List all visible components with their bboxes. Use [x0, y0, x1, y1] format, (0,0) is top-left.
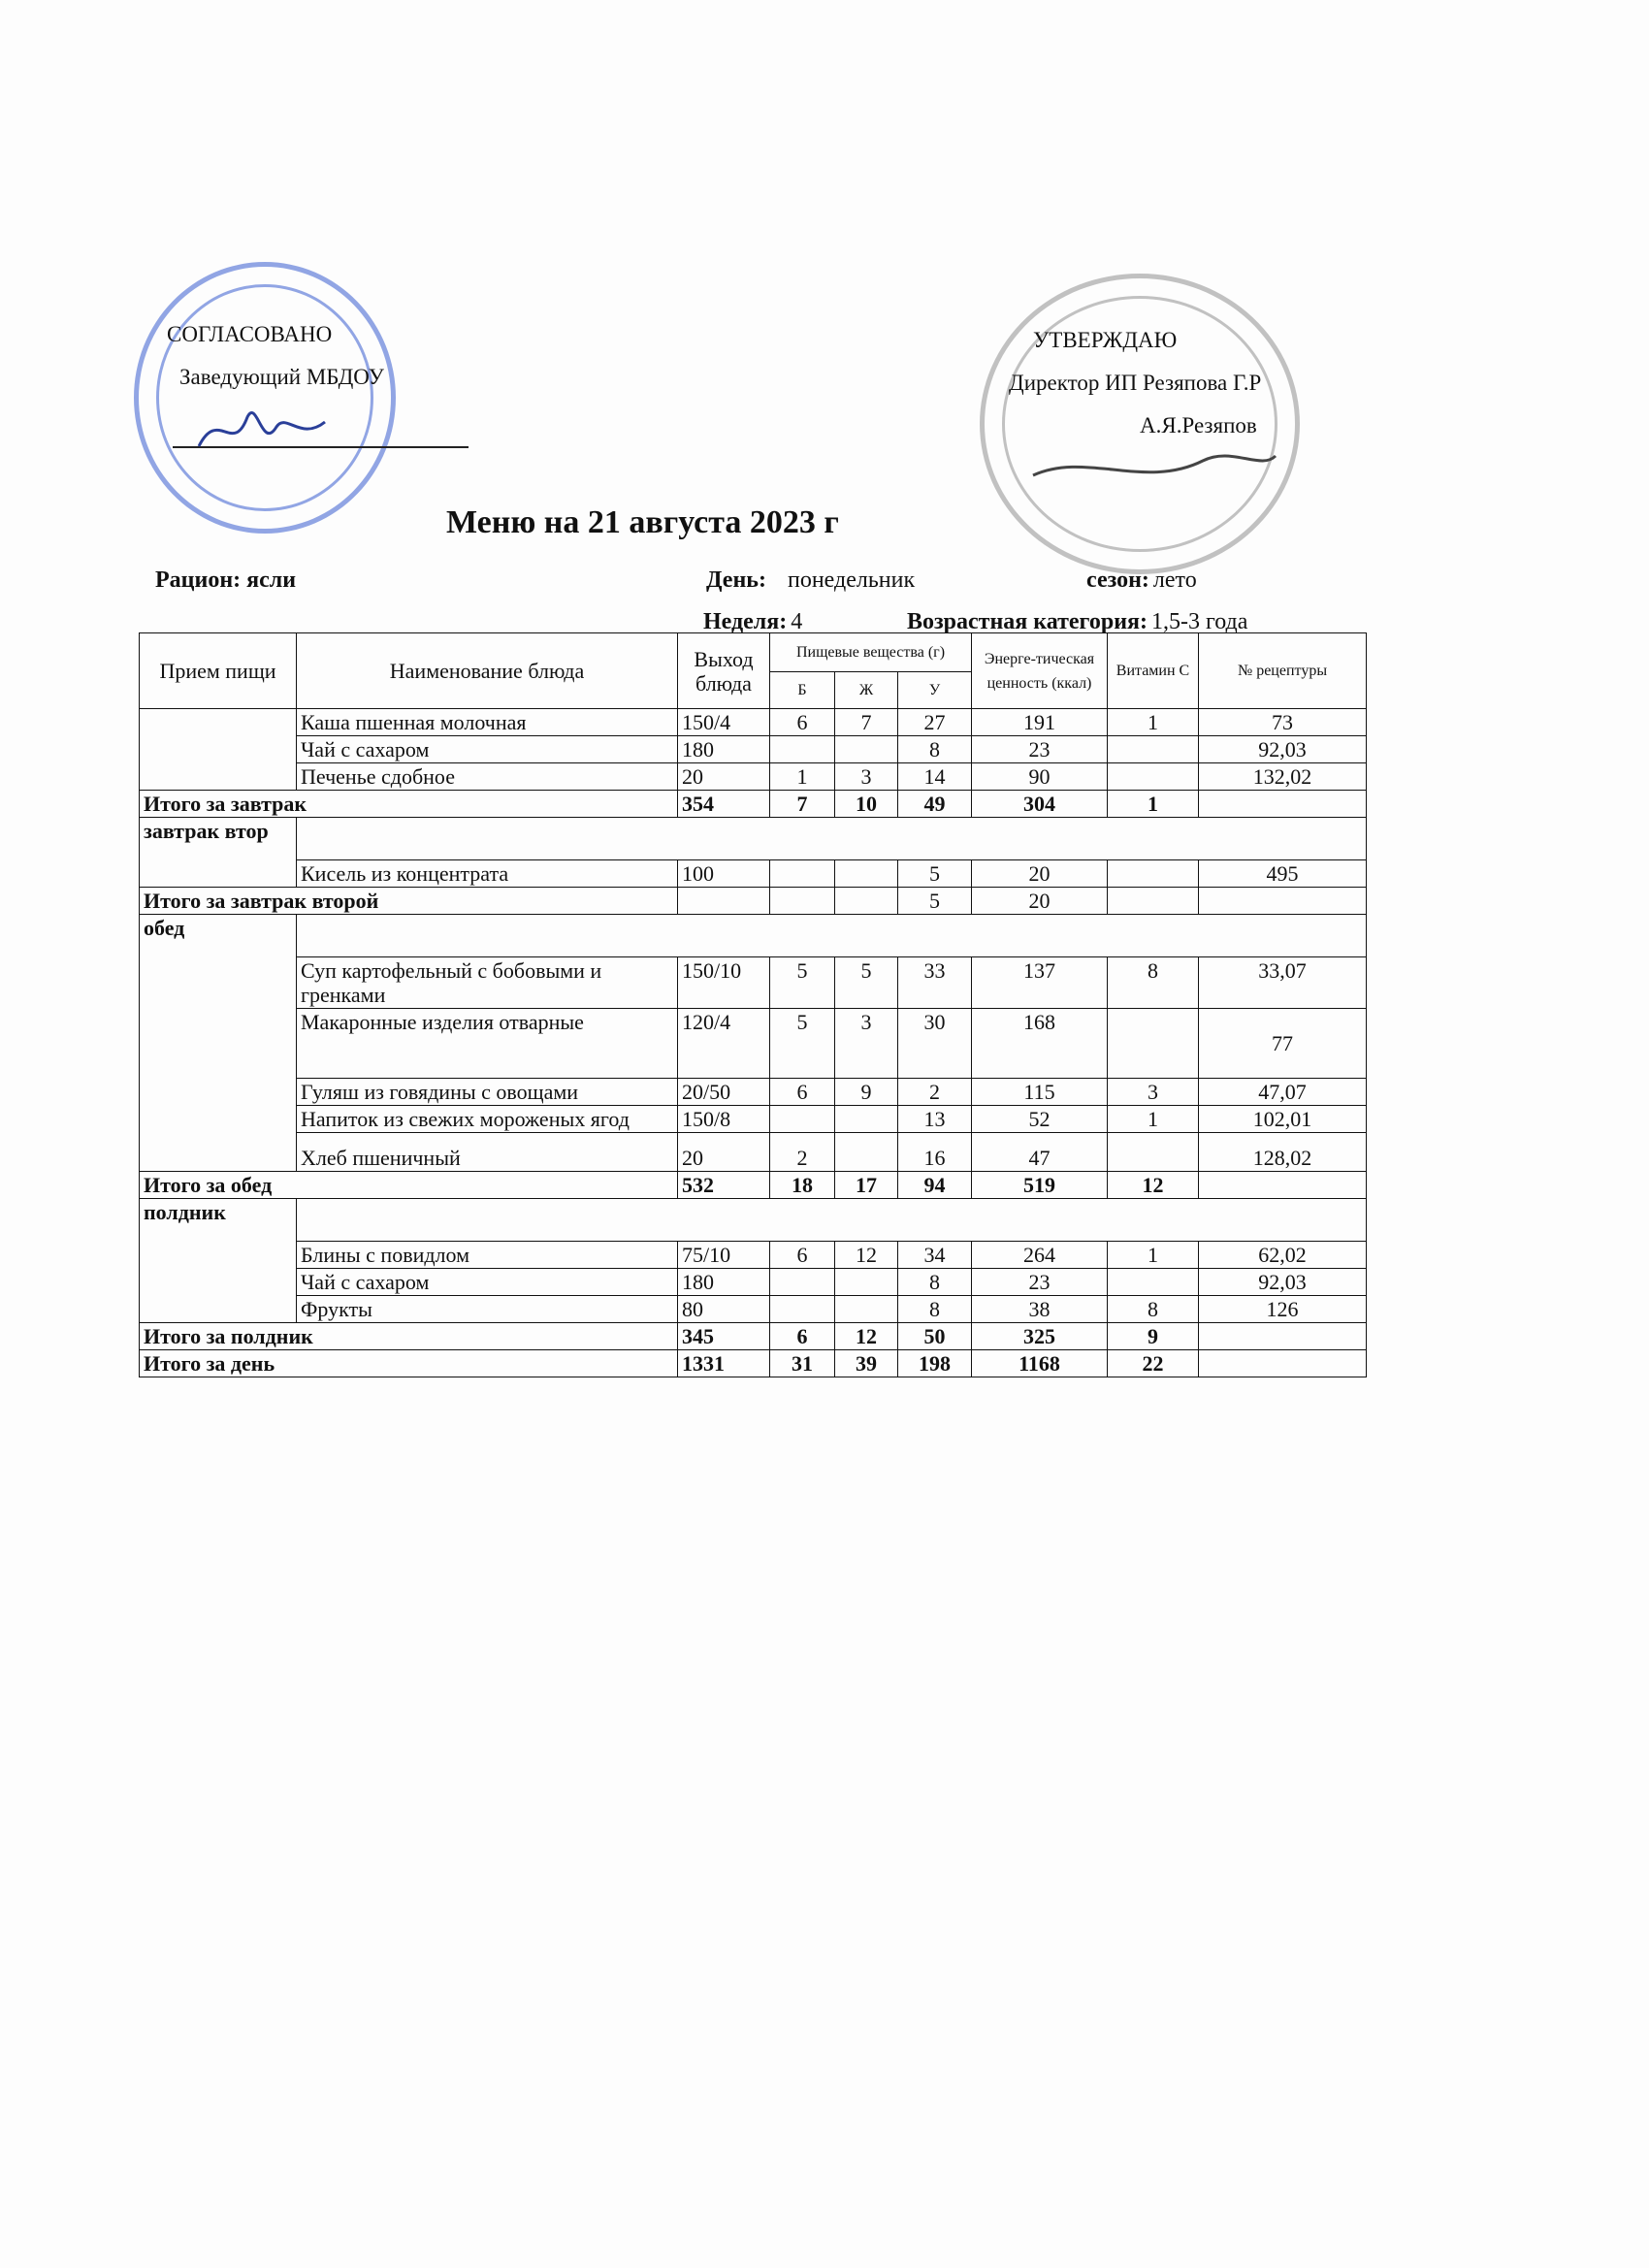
fat-cell — [835, 860, 898, 888]
energy-cell: 52 — [972, 1106, 1108, 1133]
table-row — [140, 1269, 1367, 1296]
header-row-1 — [140, 633, 1367, 672]
protein-cell: 6 — [770, 1242, 835, 1269]
output-cell: 354 — [678, 791, 770, 818]
dish-name: Печенье сдобное — [297, 763, 678, 791]
energy-cell: 325 — [972, 1323, 1108, 1350]
protein-cell: 5 — [770, 957, 835, 1009]
dish-name: Блины с повидлом — [297, 1242, 678, 1269]
menu-table — [139, 632, 1367, 1377]
meta-ration-value: ясли — [246, 567, 297, 593]
energy-cell: 168 — [972, 1009, 1108, 1079]
recipe-cell — [1199, 1172, 1367, 1199]
total-row-snack — [140, 1323, 1367, 1350]
energy-cell: 115 — [972, 1079, 1108, 1106]
vitamin-cell: 22 — [1108, 1350, 1199, 1377]
protein-cell: 7 — [770, 791, 835, 818]
recipe-cell: 47,07 — [1199, 1079, 1367, 1106]
energy-cell: 23 — [972, 1269, 1108, 1296]
fat-cell — [835, 736, 898, 763]
protein-cell — [770, 860, 835, 888]
output-cell: 150/8 — [678, 1106, 770, 1133]
carbs-cell: 14 — [898, 763, 972, 791]
energy-cell: 264 — [972, 1242, 1108, 1269]
vitamin-cell: 1 — [1108, 709, 1199, 736]
header-vitamin: Витамин С — [1108, 633, 1199, 709]
vitamin-cell: 9 — [1108, 1323, 1199, 1350]
protein-cell — [770, 888, 835, 915]
header-dish: Наименование блюда — [297, 633, 678, 709]
carbs-cell: 8 — [898, 1269, 972, 1296]
meta-season-value: лето — [1152, 567, 1197, 593]
energy-cell: 20 — [972, 860, 1108, 888]
vitamin-cell: 12 — [1108, 1172, 1199, 1199]
table-row — [140, 709, 1367, 736]
output-cell: 75/10 — [678, 1242, 770, 1269]
vitamin-cell — [1108, 888, 1199, 915]
fat-cell: 3 — [835, 1009, 898, 1079]
table-row — [140, 1079, 1367, 1106]
protein-cell: 18 — [770, 1172, 835, 1199]
dish-name: Гуляш из говядины с овощами — [297, 1079, 678, 1106]
table-row — [140, 818, 1367, 860]
total-row-second-breakfast — [140, 888, 1367, 915]
fat-cell — [835, 1106, 898, 1133]
energy-cell: 20 — [972, 888, 1108, 915]
vitamin-cell: 1 — [1108, 791, 1199, 818]
table-row — [140, 1296, 1367, 1323]
signature-right — [1028, 441, 1280, 500]
dish-name: Каша пшенная молочная — [297, 709, 678, 736]
vitamin-cell — [1108, 1133, 1199, 1172]
table-row — [140, 1242, 1367, 1269]
approval-right-name: А.Я.Резяпов — [1140, 413, 1257, 437]
dish-name: Макаронные изделия отварные — [297, 1009, 678, 1079]
output-cell: 150/10 — [678, 957, 770, 1009]
fat-cell: 7 — [835, 709, 898, 736]
carbs-cell: 27 — [898, 709, 972, 736]
protein-cell: 1 — [770, 763, 835, 791]
total-label: Итого за обед — [140, 1172, 678, 1199]
protein-cell: 6 — [770, 1079, 835, 1106]
recipe-cell — [1199, 888, 1367, 915]
table-row — [140, 763, 1367, 791]
output-cell: 150/4 — [678, 709, 770, 736]
menu-body — [140, 709, 1367, 1377]
fat-cell — [835, 1296, 898, 1323]
output-cell: 80 — [678, 1296, 770, 1323]
carbs-cell: 198 — [898, 1350, 972, 1377]
fat-cell — [835, 888, 898, 915]
energy-cell: 90 — [972, 763, 1108, 791]
output-cell: 532 — [678, 1172, 770, 1199]
approval-left-position: Заведующий МБДОУ — [179, 365, 384, 389]
output-cell: 20 — [678, 763, 770, 791]
page-title: Меню на 21 августа 2023 г — [446, 504, 839, 540]
recipe-cell: 126 — [1199, 1296, 1367, 1323]
fat-cell — [835, 1269, 898, 1296]
carbs-cell: 33 — [898, 957, 972, 1009]
recipe-cell — [1199, 791, 1367, 818]
protein-cell: 31 — [770, 1350, 835, 1377]
total-row-day — [140, 1350, 1367, 1377]
protein-cell — [770, 736, 835, 763]
recipe-cell: 62,02 — [1199, 1242, 1367, 1269]
recipe-cell: 33,07 — [1199, 957, 1367, 1009]
recipe-cell: 92,03 — [1199, 1269, 1367, 1296]
meal-cell-second-breakfast: завтрак втор — [140, 818, 297, 888]
dish-name: Кисель из концентрата — [297, 860, 678, 888]
table-row — [140, 1133, 1367, 1172]
table-row — [140, 860, 1367, 888]
energy-cell: 1168 — [972, 1350, 1108, 1377]
fat-cell: 10 — [835, 791, 898, 818]
output-cell: 20 — [678, 1133, 770, 1172]
dish-name: Чай с сахаром — [297, 736, 678, 763]
protein-cell — [770, 1269, 835, 1296]
protein-cell: 2 — [770, 1133, 835, 1172]
total-label: Итого за день — [140, 1350, 678, 1377]
fat-cell: 12 — [835, 1242, 898, 1269]
total-row-breakfast — [140, 791, 1367, 818]
meta-ration — [155, 567, 296, 594]
header-protein: Б — [770, 672, 835, 709]
recipe-cell: 77 — [1199, 1009, 1367, 1079]
table-row — [140, 915, 1367, 957]
approval-right-position: Директор ИП Резяпова Г.Р — [1009, 371, 1262, 395]
protein-cell — [770, 1296, 835, 1323]
meta-ration-label: Рацион: — [155, 567, 242, 593]
header-fat: Ж — [835, 672, 898, 709]
header-energy: Энерге-тическая ценность (ккал) — [972, 633, 1108, 709]
carbs-cell: 13 — [898, 1106, 972, 1133]
dish-name: Хлеб пшеничный — [297, 1133, 678, 1172]
output-cell: 1331 — [678, 1350, 770, 1377]
energy-cell: 47 — [972, 1133, 1108, 1172]
meta-day-label: День: — [706, 567, 766, 593]
dish-name: Напиток из свежих мороженых ягод — [297, 1106, 678, 1133]
carbs-cell: 94 — [898, 1172, 972, 1199]
protein-cell: 6 — [770, 709, 835, 736]
output-cell: 100 — [678, 860, 770, 888]
fat-cell: 39 — [835, 1350, 898, 1377]
meta-week-label: Неделя: — [703, 609, 788, 634]
vitamin-cell — [1108, 860, 1199, 888]
meta-day — [706, 567, 915, 594]
total-label: Итого за полдник — [140, 1323, 678, 1350]
energy-cell: 137 — [972, 957, 1108, 1009]
recipe-cell: 495 — [1199, 860, 1367, 888]
protein-cell: 5 — [770, 1009, 835, 1079]
dish-name: Суп картофельный с бобовыми и гренками — [297, 957, 678, 1009]
vitamin-cell: 1 — [1108, 1106, 1199, 1133]
energy-cell: 191 — [972, 709, 1108, 736]
energy-cell: 304 — [972, 791, 1108, 818]
dish-name: Чай с сахаром — [297, 1269, 678, 1296]
fat-cell: 17 — [835, 1172, 898, 1199]
total-label: Итого за завтрак второй — [140, 888, 678, 915]
header-nutrients: Пищевые вещества (г) — [770, 633, 972, 672]
recipe-cell: 102,01 — [1199, 1106, 1367, 1133]
total-label: Итого за завтрак — [140, 791, 678, 818]
recipe-cell: 92,03 — [1199, 736, 1367, 763]
carbs-cell: 2 — [898, 1079, 972, 1106]
carbs-cell: 5 — [898, 888, 972, 915]
header-output: Выход блюда — [678, 633, 770, 709]
meta-age-value: 1,5-3 года — [1151, 609, 1248, 634]
carbs-cell: 30 — [898, 1009, 972, 1079]
meal-cell-lunch: обед — [140, 915, 297, 1172]
meta-week — [703, 609, 802, 635]
meal-cell-breakfast — [140, 709, 297, 791]
empty-row — [297, 915, 1367, 957]
approval-left — [165, 320, 384, 392]
output-cell: 180 — [678, 1269, 770, 1296]
vitamin-cell — [1108, 1009, 1199, 1079]
energy-cell: 38 — [972, 1296, 1108, 1323]
total-row-lunch — [140, 1172, 1367, 1199]
table-row — [140, 736, 1367, 763]
signature-left — [194, 398, 330, 466]
meta-week-value: 4 — [791, 609, 803, 634]
vitamin-cell: 8 — [1108, 1296, 1199, 1323]
recipe-cell: 128,02 — [1199, 1133, 1367, 1172]
meta-day-value: понедельник — [787, 567, 916, 593]
output-cell: 20/50 — [678, 1079, 770, 1106]
table-row — [140, 1106, 1367, 1133]
carbs-cell: 8 — [898, 1296, 972, 1323]
fat-cell: 3 — [835, 763, 898, 791]
fat-cell: 9 — [835, 1079, 898, 1106]
vitamin-cell: 8 — [1108, 957, 1199, 1009]
recipe-cell: 73 — [1199, 709, 1367, 736]
carbs-cell: 5 — [898, 860, 972, 888]
fat-cell: 5 — [835, 957, 898, 1009]
vitamin-cell — [1108, 736, 1199, 763]
empty-row — [297, 1199, 1367, 1242]
approval-left-heading: СОГЛАСОВАНО — [167, 322, 333, 346]
table-row — [140, 1199, 1367, 1242]
vitamin-cell: 3 — [1108, 1079, 1199, 1106]
recipe-cell — [1199, 1350, 1367, 1377]
carbs-cell: 49 — [898, 791, 972, 818]
table-row — [140, 1009, 1367, 1079]
header-carbs: У — [898, 672, 972, 709]
energy-cell: 519 — [972, 1172, 1108, 1199]
carbs-cell: 16 — [898, 1133, 972, 1172]
header-recipe: № рецептуры — [1199, 633, 1367, 709]
output-cell: 120/4 — [678, 1009, 770, 1079]
meta-age — [907, 609, 1247, 635]
table-row — [140, 957, 1367, 1009]
meta-season-label: сезон: — [1086, 567, 1149, 593]
output-cell: 345 — [678, 1323, 770, 1350]
dish-name: Фрукты — [297, 1296, 678, 1323]
meta-season — [1086, 567, 1197, 594]
vitamin-cell: 1 — [1108, 1242, 1199, 1269]
empty-row — [297, 818, 1367, 860]
protein-cell: 6 — [770, 1323, 835, 1350]
approval-right — [1009, 326, 1261, 440]
protein-cell — [770, 1106, 835, 1133]
header-meal: Прием пищи — [140, 633, 297, 709]
meta-age-label: Возрастная категория: — [907, 609, 1148, 634]
energy-cell: 23 — [972, 736, 1108, 763]
fat-cell — [835, 1133, 898, 1172]
vitamin-cell — [1108, 763, 1199, 791]
carbs-cell: 8 — [898, 736, 972, 763]
recipe-cell — [1199, 1323, 1367, 1350]
meal-cell-snack: полдник — [140, 1199, 297, 1323]
output-cell: 180 — [678, 736, 770, 763]
recipe-cell: 132,02 — [1199, 763, 1367, 791]
approval-right-heading: УТВЕРЖДАЮ — [1033, 328, 1178, 352]
carbs-cell: 34 — [898, 1242, 972, 1269]
vitamin-cell — [1108, 1269, 1199, 1296]
output-cell — [678, 888, 770, 915]
carbs-cell: 50 — [898, 1323, 972, 1350]
fat-cell: 12 — [835, 1323, 898, 1350]
